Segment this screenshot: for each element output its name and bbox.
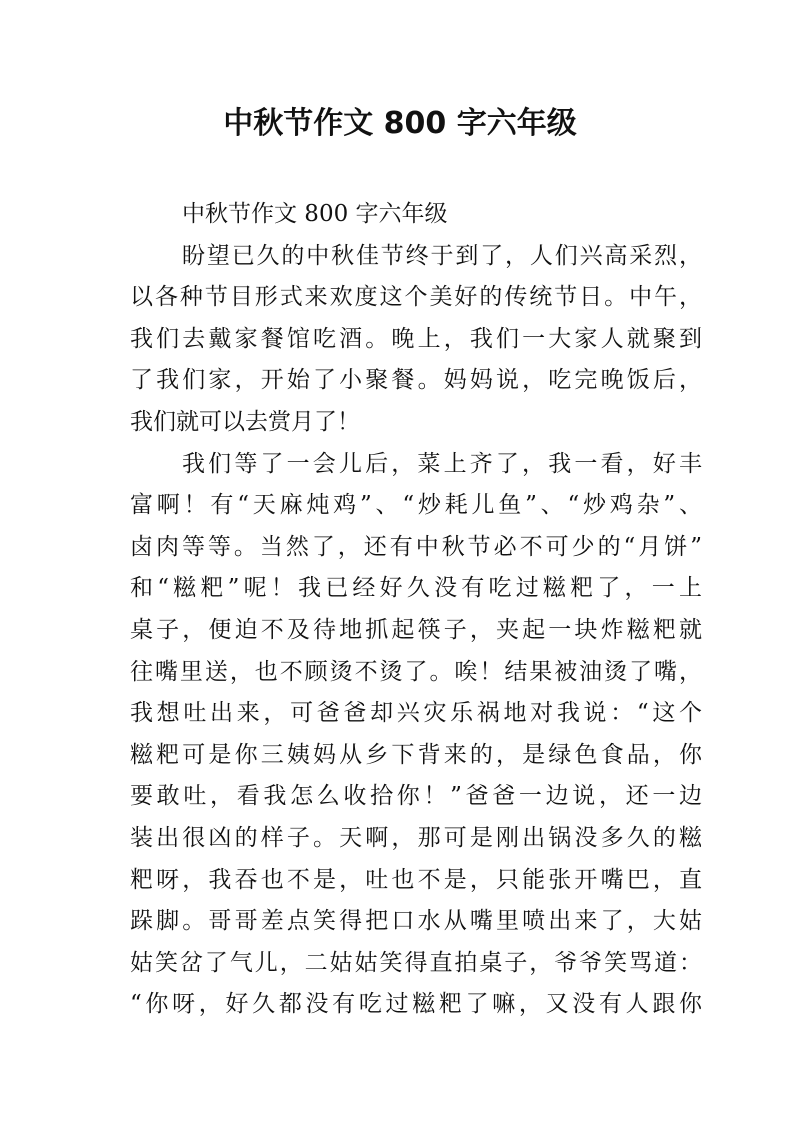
paragraph-line: 我想吐出来，可爸爸却兴灾乐祸地对我说：“这个	[130, 700, 702, 727]
paragraph-line: 富啊！有“天麻炖鸡”、“炒耗儿鱼”、“炒鸡杂”、	[130, 492, 702, 519]
paragraph-line: 跺脚。哥哥差点笑得把口水从嘴里喷出来了，大姑	[130, 908, 702, 935]
paragraph-line: 卤肉等等。当然了，还有中秋节必不可少的“月饼”	[130, 533, 702, 560]
document-body	[130, 194, 702, 1026]
paragraph-line: 以各种节目形式来欢度这个美好的传统节日。中午，	[130, 284, 702, 311]
paragraphs	[130, 236, 702, 1026]
document-title: 中秋节作文 800 字六年级	[223, 106, 577, 141]
paragraph-line: 要敢吐，看我怎么收拾你！”爸爸一边说，还一边	[130, 783, 702, 810]
paragraph	[130, 236, 702, 444]
paragraph-line: 和“糍粑”呢！我已经好久没有吃过糍粑了，一上	[130, 575, 702, 602]
paragraph-line: 姑笑岔了气儿，二姑姑笑得直拍桌子，爷爷笑骂道：	[130, 949, 702, 976]
paragraph	[130, 444, 702, 1026]
paragraph-line: 粑呀，我吞也不是，吐也不是，只能张开嘴巴，直	[130, 866, 702, 893]
paragraph-line: 糍粑可是你三姨妈从乡下背来的，是绿色食品，你	[130, 741, 702, 768]
paragraph-line: “你呀，好久都没有吃过糍粑了嘛，又没有人跟你	[130, 991, 702, 1018]
paragraph-line: 我们就可以去赏月了！	[130, 408, 360, 435]
paragraph-line: 盼望已久的中秋佳节终于到了，人们兴高采烈，	[182, 242, 702, 269]
paragraph-line: 我们去戴家餐馆吃酒。晚上，我们一大家人就聚到	[130, 325, 702, 352]
paragraph-line: 桌子，便迫不及待地抓起筷子，夹起一块炸糍粑就	[130, 616, 702, 643]
paragraph-line: 我们等了一会儿后，菜上齐了，我一看，好丰	[182, 450, 702, 477]
paragraph-line: 装出很凶的样子。天啊，那可是刚出锅没多久的糍	[130, 824, 702, 851]
paragraph-line: 了我们家，开始了小聚餐。妈妈说，吃完晚饭后，	[130, 367, 702, 394]
document-subtitle: 中秋节作文 800 字六年级	[182, 201, 448, 227]
paragraph-line: 往嘴里送，也不顾烫不烫了。唉！结果被油烫了嘴，	[130, 658, 702, 685]
